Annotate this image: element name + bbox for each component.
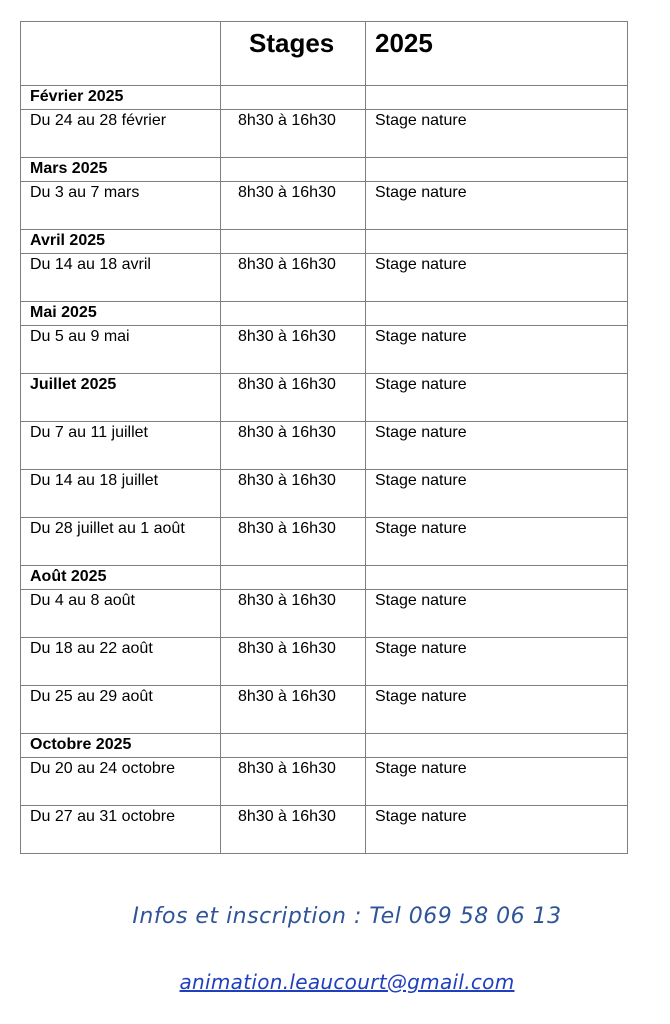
period-cell: Du 25 au 29 août xyxy=(21,686,221,734)
table-row xyxy=(21,110,628,158)
contact-info: Infos et inscription : Tel 069 58 06 13 xyxy=(132,904,562,929)
month-empty-cell xyxy=(366,86,628,110)
table-row xyxy=(21,590,628,638)
hours-cell: 8h30 à 16h30 xyxy=(221,686,366,734)
header-cell-stages: Stages xyxy=(221,22,366,86)
table-row xyxy=(21,518,628,566)
stage-type-cell: Stage nature xyxy=(366,590,628,638)
schedule-table xyxy=(20,21,628,854)
hours-cell: 8h30 à 16h30 xyxy=(221,422,366,470)
period-cell: Du 4 au 8 août xyxy=(21,590,221,638)
table-row xyxy=(21,686,628,734)
email-link[interactable]: animation.leaucourt@gmail.com xyxy=(179,970,515,994)
month-label: Mai 2025 xyxy=(21,302,221,326)
stage-type-cell: Stage nature xyxy=(366,422,628,470)
month-empty-cell xyxy=(221,566,366,590)
table-row xyxy=(21,182,628,230)
hours-cell: 8h30 à 16h30 xyxy=(221,758,366,806)
hours-cell: 8h30 à 16h30 xyxy=(221,374,366,422)
month-row xyxy=(21,158,628,182)
month-empty-cell xyxy=(366,566,628,590)
stage-type-cell: Stage nature xyxy=(366,638,628,686)
stage-type-cell: Stage nature xyxy=(366,374,628,422)
hours-cell: 8h30 à 16h30 xyxy=(221,254,366,302)
period-cell: Du 20 au 24 octobre xyxy=(21,758,221,806)
month-row xyxy=(21,566,628,590)
month-row xyxy=(21,374,628,422)
month-label: Juillet 2025 xyxy=(21,374,221,422)
table-row xyxy=(21,422,628,470)
month-label: Avril 2025 xyxy=(21,230,221,254)
period-cell: Du 18 au 22 août xyxy=(21,638,221,686)
month-empty-cell xyxy=(221,734,366,758)
table-row xyxy=(21,326,628,374)
hours-cell: 8h30 à 16h30 xyxy=(221,470,366,518)
stage-type-cell: Stage nature xyxy=(366,758,628,806)
period-cell: Du 24 au 28 février xyxy=(21,110,221,158)
stage-type-cell: Stage nature xyxy=(366,806,628,854)
header-cell-year: 2025 xyxy=(366,22,628,86)
month-empty-cell xyxy=(366,158,628,182)
stage-type-cell: Stage nature xyxy=(366,518,628,566)
hours-cell: 8h30 à 16h30 xyxy=(221,182,366,230)
hours-cell: 8h30 à 16h30 xyxy=(221,590,366,638)
stage-type-cell: Stage nature xyxy=(366,326,628,374)
month-row xyxy=(21,230,628,254)
hours-cell: 8h30 à 16h30 xyxy=(221,326,366,374)
month-empty-cell xyxy=(221,230,366,254)
hours-cell: 8h30 à 16h30 xyxy=(221,638,366,686)
period-cell: Du 14 au 18 juillet xyxy=(21,470,221,518)
month-label: Août 2025 xyxy=(21,566,221,590)
hours-cell: 8h30 à 16h30 xyxy=(221,110,366,158)
month-label: Février 2025 xyxy=(21,86,221,110)
table-header-row xyxy=(21,22,628,86)
month-label: Octobre 2025 xyxy=(21,734,221,758)
table-row xyxy=(21,638,628,686)
stage-type-cell: Stage nature xyxy=(366,182,628,230)
month-empty-cell xyxy=(221,302,366,326)
month-row xyxy=(21,302,628,326)
month-row xyxy=(21,86,628,110)
period-cell: Du 3 au 7 mars xyxy=(21,182,221,230)
table-row xyxy=(21,758,628,806)
stage-type-cell: Stage nature xyxy=(366,254,628,302)
period-cell: Du 14 au 18 avril xyxy=(21,254,221,302)
month-empty-cell xyxy=(366,230,628,254)
table-row xyxy=(21,806,628,854)
period-cell: Du 27 au 31 octobre xyxy=(21,806,221,854)
month-row xyxy=(21,734,628,758)
period-cell: Du 7 au 11 juillet xyxy=(21,422,221,470)
month-empty-cell xyxy=(366,302,628,326)
month-empty-cell xyxy=(221,86,366,110)
stage-type-cell: Stage nature xyxy=(366,110,628,158)
stage-type-cell: Stage nature xyxy=(366,470,628,518)
hours-cell: 8h30 à 16h30 xyxy=(221,806,366,854)
month-label: Mars 2025 xyxy=(21,158,221,182)
month-empty-cell xyxy=(366,734,628,758)
period-cell: Du 28 juillet au 1 août xyxy=(21,518,221,566)
table-row xyxy=(21,470,628,518)
header-cell-empty xyxy=(21,22,221,86)
hours-cell: 8h30 à 16h30 xyxy=(221,518,366,566)
period-cell: Du 5 au 9 mai xyxy=(21,326,221,374)
schedule-body xyxy=(21,22,628,854)
month-empty-cell xyxy=(221,158,366,182)
stage-type-cell: Stage nature xyxy=(366,686,628,734)
table-row xyxy=(21,254,628,302)
